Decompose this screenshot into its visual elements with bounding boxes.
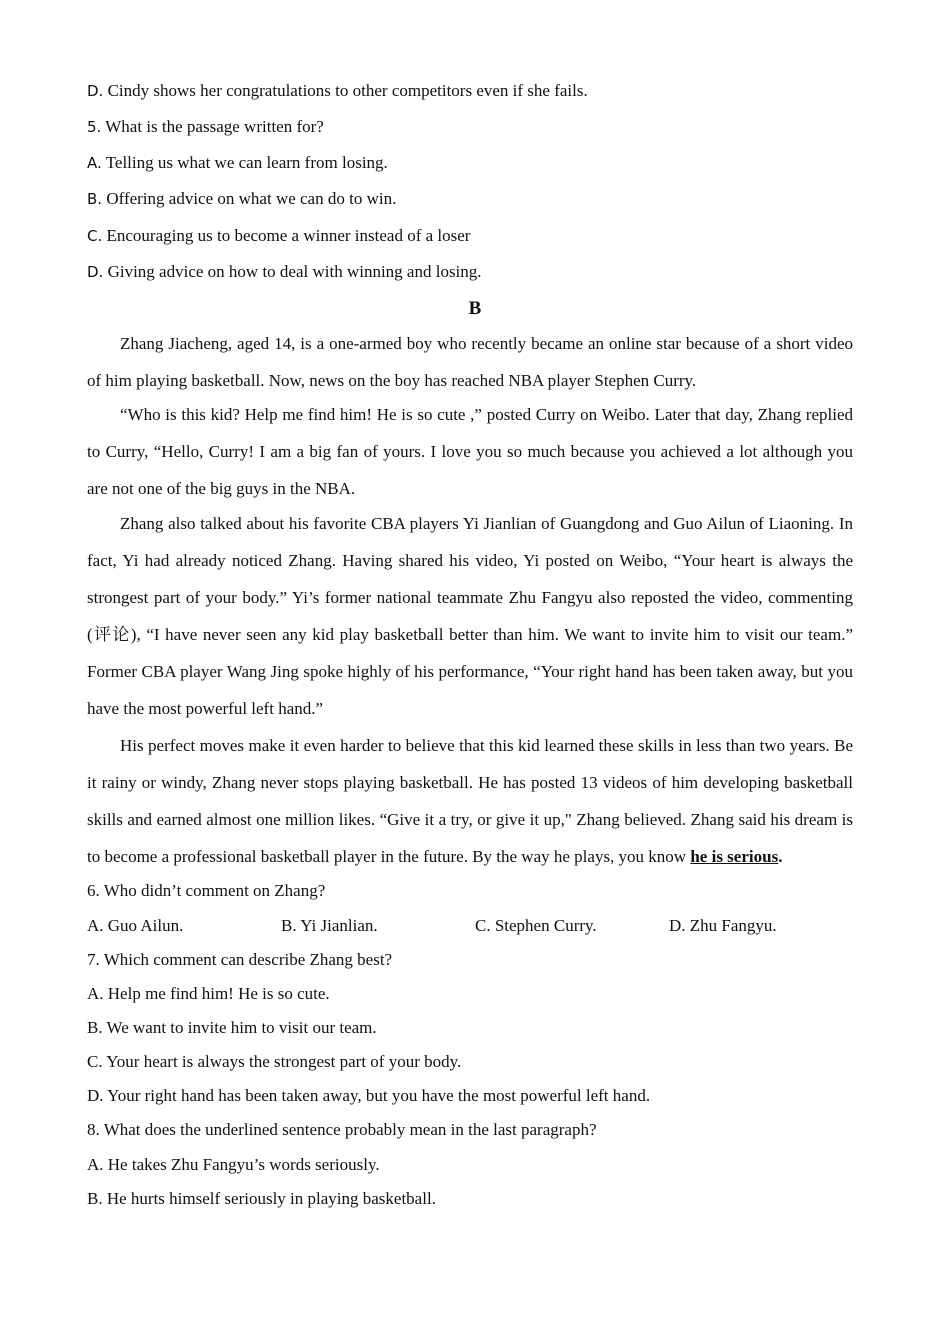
- q6-option-a: A. Guo Ailun.: [87, 916, 184, 935]
- q7-option-b: B. We want to invite him to visit our team.: [87, 1018, 377, 1037]
- q8-stem: 8. What does the underlined sentence probably mean in the last paragraph?: [87, 1120, 597, 1139]
- option-letter: B.: [87, 190, 103, 208]
- option-text: Giving advice on how to deal with winning and losing.: [107, 262, 482, 281]
- q5-option-a: [87, 153, 388, 173]
- q6-stem: 6. Who didn’t comment on Zhang?: [87, 881, 326, 900]
- paragraph-4-end: .: [778, 847, 783, 866]
- q7-option-a: A. Help me find him! He is so cute.: [87, 984, 330, 1003]
- option-letter: D.: [87, 82, 104, 100]
- question-number: 5.: [87, 118, 102, 136]
- q7-stem: 7. Which comment can describe Zhang best?: [87, 950, 393, 969]
- option-text: Offering advice on what we can do to win.: [106, 189, 397, 208]
- option-text: Telling us what we can learn from losing.: [105, 153, 388, 172]
- q5-option-d: [87, 262, 482, 282]
- passage-paragraph-1: Zhang Jiacheng, aged 14, is a one-armed boy who recently became an online star because of a short video of him playing basketball. Now, news on the boy has reached NBA player Stephen Curry.: [87, 334, 853, 390]
- passage-paragraph-2: “Who is this kid? Help me find him! He is so cute ,” posted Curry on Weibo. Later that day, Zhang replied to Curry, “Hello, Curry! I am a big fan of yours. I love you so much because you achieved a lot although you are not one of the big guys in the NBA.: [87, 405, 853, 498]
- question-text: What is the passage written for?: [105, 117, 324, 136]
- option-text: Cindy shows her congratulations to other competitors even if she fails.: [107, 81, 588, 100]
- q6-option-c: C. Stephen Curry.: [475, 916, 597, 935]
- q7-option-d: D. Your right hand has been taken away, but you have the most powerful left hand.: [87, 1086, 651, 1105]
- option-letter: A.: [87, 154, 102, 172]
- q7-option-c: C. Your heart is always the strongest part of your body.: [87, 1052, 462, 1071]
- q4-option-d: [87, 81, 588, 101]
- passage-paragraph-3: Zhang also talked about his favorite CBA players Yi Jianlian of Guangdong and Guo Ailun of Liaoning. In fact, Yi had already noticed Zhang. Having shared his video, Yi posted on Weibo, “Your heart is always the strongest part of your body.” Yi’s former national teammate Zhu Fangyu also reposted the video, commenting (评论), “I have never seen any kid play basketball better than him. We want to invite him to visit our team.” Former CBA player Wang Jing spoke highly of his performance, “Your right hand has been taken away, but you have the most powerful left hand.”: [87, 514, 853, 718]
- q5-option-c: [87, 226, 470, 246]
- q6-option-b: B. Yi Jianlian.: [281, 916, 378, 935]
- q5-stem: [87, 117, 324, 137]
- option-letter: D.: [87, 263, 104, 281]
- q5-option-b: [87, 189, 396, 209]
- q8-option-b: B. He hurts himself seriously in playing basketball.: [87, 1189, 436, 1208]
- section-title: B: [468, 298, 482, 319]
- option-text: Encouraging us to become a winner instead of a loser: [106, 226, 471, 245]
- underlined-sentence: he is serious: [690, 847, 779, 866]
- q8-option-a: A. He takes Zhu Fangyu’s words seriously.: [87, 1155, 380, 1174]
- passage-paragraph-4: [87, 727, 853, 875]
- option-letter: C.: [87, 227, 103, 245]
- paragraph-4-text: His perfect moves make it even harder to believe that this kid learned these skills in less than two years. Be it rainy or windy, Zhang never stops playing basketball. He has posted 13 videos of him developing basketball skills and earned almost one million likes. “Give it a try, or give it up," Zhang believed. Zhang said his dream is to become a professional basketball player in the future. By the way he plays, you know: [87, 736, 853, 866]
- q6-option-d: D. Zhu Fangyu.: [669, 916, 777, 935]
